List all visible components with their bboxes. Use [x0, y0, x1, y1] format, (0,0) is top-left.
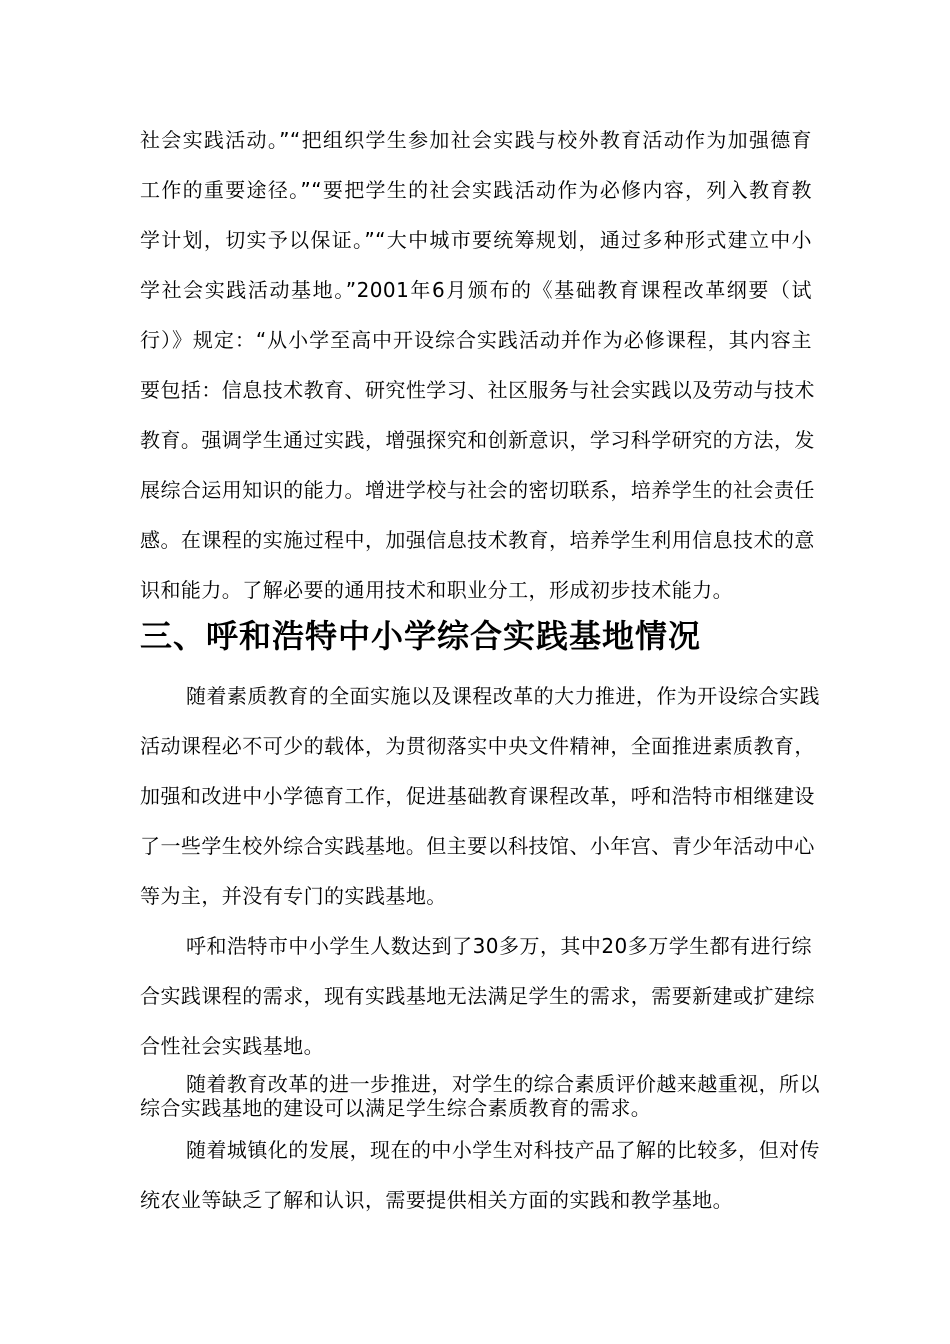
text-line: 学社会实践活动基地。”2001年6月颁布的《基础教育课程改革纲要（试: [140, 278, 812, 302]
text-line: 加强和改进中小学德育工作，促进基础教育课程改革，呼和浩特市相继建设: [140, 784, 815, 808]
text-line: 识和能力。了解必要的通用技术和职业分工，形成初步技术能力。: [140, 578, 734, 602]
text-line: 了一些学生校外综合实践基地。但主要以科技馆、小年宫、青少年活动中心: [140, 834, 815, 858]
text-line: 展综合运用知识的能力。增进学校与社会的密切联系，培养学生的社会责任: [140, 478, 815, 502]
text-line: 工作的重要途径。”“要把学生的社会实践活动作为必修内容，列入教育教: [140, 178, 812, 202]
text-line: 合性社会实践基地。: [140, 1034, 325, 1058]
text-line: 统农业等缺乏了解和认识，需要提供相关方面的实践和教学基地。: [140, 1188, 734, 1212]
text-line: 综合实践基地的建设可以满足学生综合素质教育的需求。: [140, 1096, 652, 1120]
text-line: 合实践课程的需求，现有实践基地无法满足学生的需求，需要新建或扩建综: [140, 984, 815, 1008]
text-line: 等为主，并没有专门的实践基地。: [140, 884, 447, 908]
text-line: 活动课程必不可少的载体，为贯彻落实中央文件精神，全面推进素质教育，: [140, 734, 815, 758]
text-line: 随着教育改革的进一步推进，对学生的综合素质评价越来越重视，所以: [186, 1072, 820, 1096]
text-line: 行）》规定：“从小学至高中开设综合实践活动并作为必修课程，其内容主: [140, 328, 812, 352]
text-line: 呼和浩特市中小学生人数达到了30多万，其中20多万学生都有进行综: [186, 934, 812, 958]
text-line: 教育。强调学生通过实践，增强探究和创新意识，学习科学研究的方法，发: [140, 428, 815, 452]
section-heading: 三、呼和浩特中小学综合实践基地情况: [140, 617, 702, 655]
text-line: 学计划，切实予以保证。”“大中城市要统筹规划，通过多种形式建立中小: [140, 228, 812, 252]
text-line: 要包括：信息技术教育、研究性学习、社区服务与社会实践以及劳动与技术: [140, 378, 815, 402]
text-line: 随着素质教育的全面实施以及课程改革的大力推进，作为开设综合实践: [186, 684, 820, 708]
text-line: 社会实践活动。”“把组织学生参加社会实践与校外教育活动作为加强德育: [140, 128, 812, 152]
text-line: 感。在课程的实施过程中，加强信息技术教育，培养学生利用信息技术的意: [140, 528, 815, 552]
text-line: 随着城镇化的发展，现在的中小学生对科技产品了解的比较多，但对传: [186, 1138, 820, 1162]
